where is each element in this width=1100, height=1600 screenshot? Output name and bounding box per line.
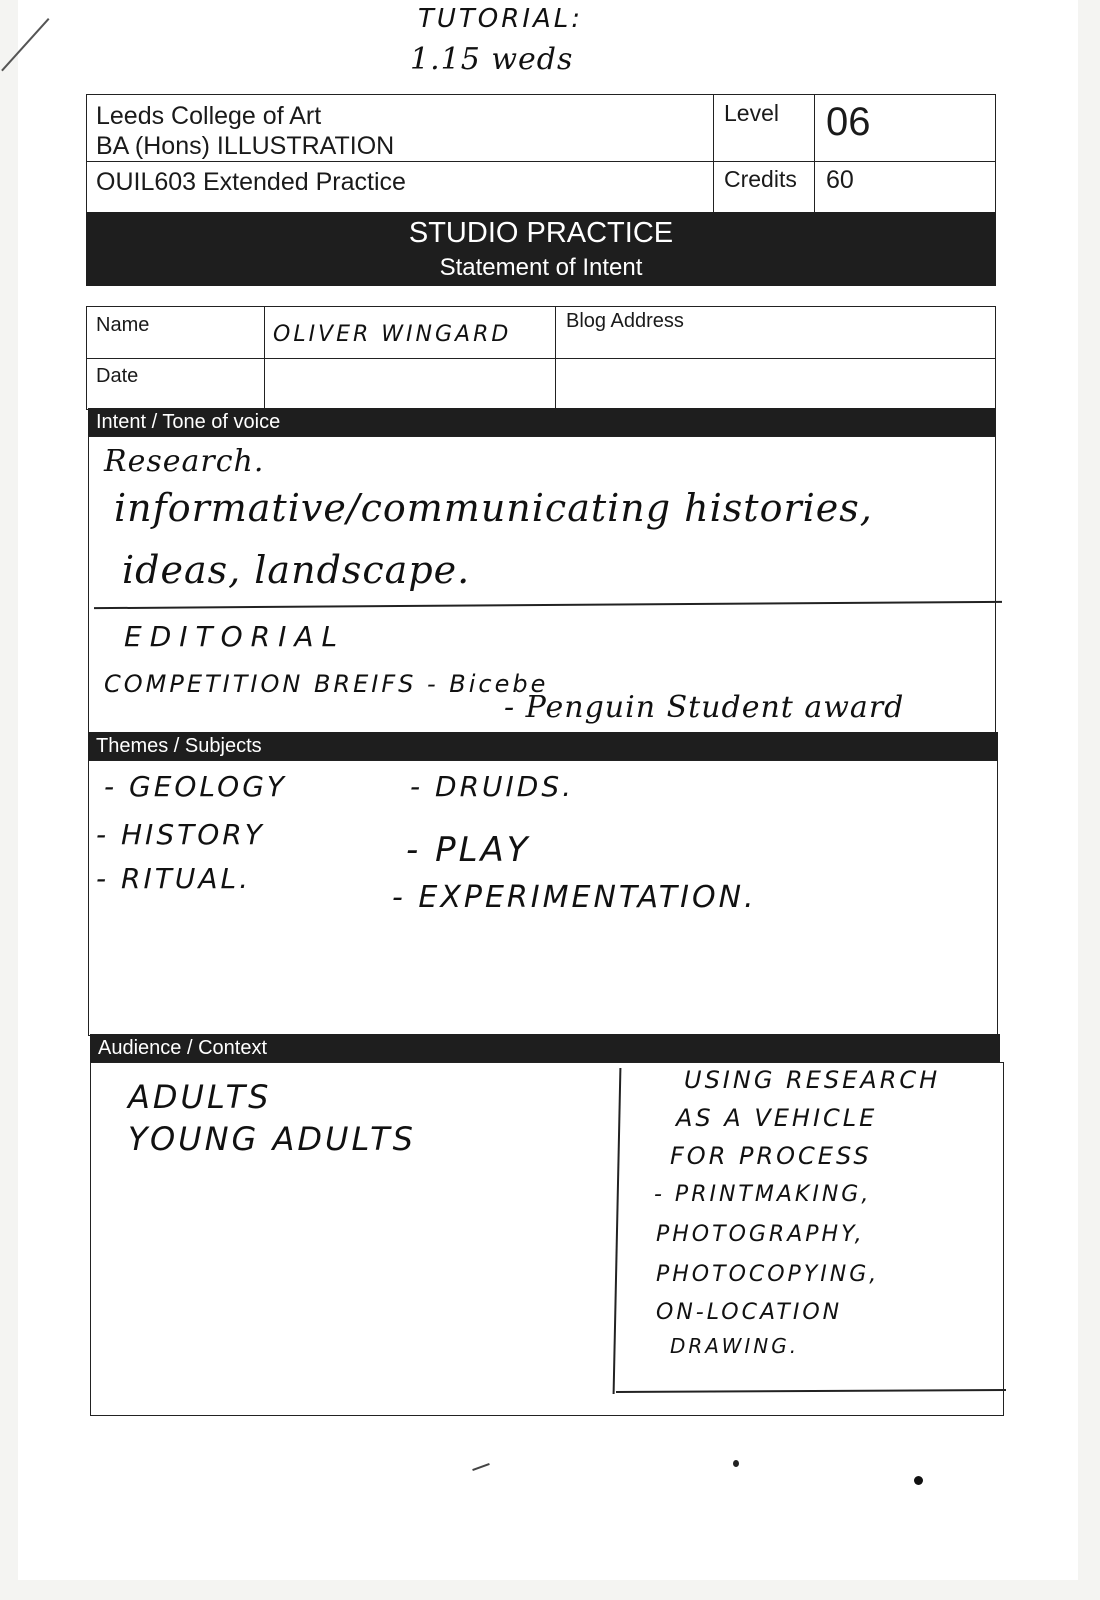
themes-heading: Themes / Subjects [96, 735, 262, 757]
audience-heading-bar [90, 1034, 1000, 1062]
college-name: Leeds College of Art [96, 102, 322, 130]
tutorial-note-line1: TUTORIAL: [418, 4, 584, 34]
context-line-7: ON-LOCATION [656, 1300, 843, 1325]
intent-line-2: informative/communicating histories, [114, 486, 873, 530]
banner-subtitle: Statement of Intent [439, 254, 643, 281]
banner-title: STUDIO PRACTICE [408, 217, 674, 249]
name-value: OLIVER WINGARD [273, 322, 512, 347]
tutorial-note-line2: 1.15 weds [410, 42, 574, 77]
audience-heading: Audience / Context [98, 1037, 267, 1059]
context-line-3: FOR PROCESS [670, 1142, 872, 1170]
credits-value: 60 [826, 166, 854, 194]
studio-practice-banner [86, 212, 996, 286]
intent-heading-bar [88, 408, 996, 436]
intent-heading: Intent / Tone of voice [96, 411, 281, 433]
context-line-2: AS A VEHICLE [676, 1104, 878, 1132]
course-name: BA (Hons) ILLUSTRATION [96, 132, 395, 160]
audience-adults: ADULTS [128, 1078, 272, 1116]
theme-history: - HISTORY [96, 818, 265, 851]
context-line-5: PHOTOGRAPHY, [656, 1222, 865, 1247]
theme-play: - PLAY [406, 830, 531, 870]
intent-line-4: EDITORIAL [124, 620, 346, 653]
theme-druids: - DRUIDS. [410, 770, 575, 803]
theme-experimentation: - EXPERIMENTATION. [392, 880, 757, 915]
credits-label: Credits [724, 166, 797, 192]
level-label: Level [724, 100, 779, 126]
date-label: Date [96, 365, 139, 387]
intent-line-3: ideas, landscape. [122, 548, 471, 592]
context-line-1: USING RESEARCH [684, 1066, 941, 1094]
context-line-8: DRAWING. [670, 1334, 800, 1358]
blog-address-label: Blog Address [566, 310, 684, 332]
themes-heading-bar [88, 732, 998, 760]
theme-ritual: - RITUAL. [96, 862, 251, 895]
ink-dot [733, 1460, 739, 1467]
level-value: 06 [826, 100, 871, 144]
name-label: Name [96, 314, 150, 336]
audience-young-adults: YOUNG ADULTS [128, 1120, 416, 1158]
intent-line-1: Research. [104, 444, 265, 479]
context-line-6: PHOTOCOPYING, [656, 1262, 880, 1287]
ink-dot [914, 1476, 923, 1485]
theme-geology: - GEOLOGY [104, 770, 288, 803]
module-name: OUIL603 Extended Practice [96, 168, 406, 196]
intent-line-5: COMPETITION BREIFS - Bicebe [104, 670, 549, 698]
context-line-4: - PRINTMAKING, [654, 1182, 872, 1207]
intent-line-6: - Penguin Student award [504, 690, 905, 725]
